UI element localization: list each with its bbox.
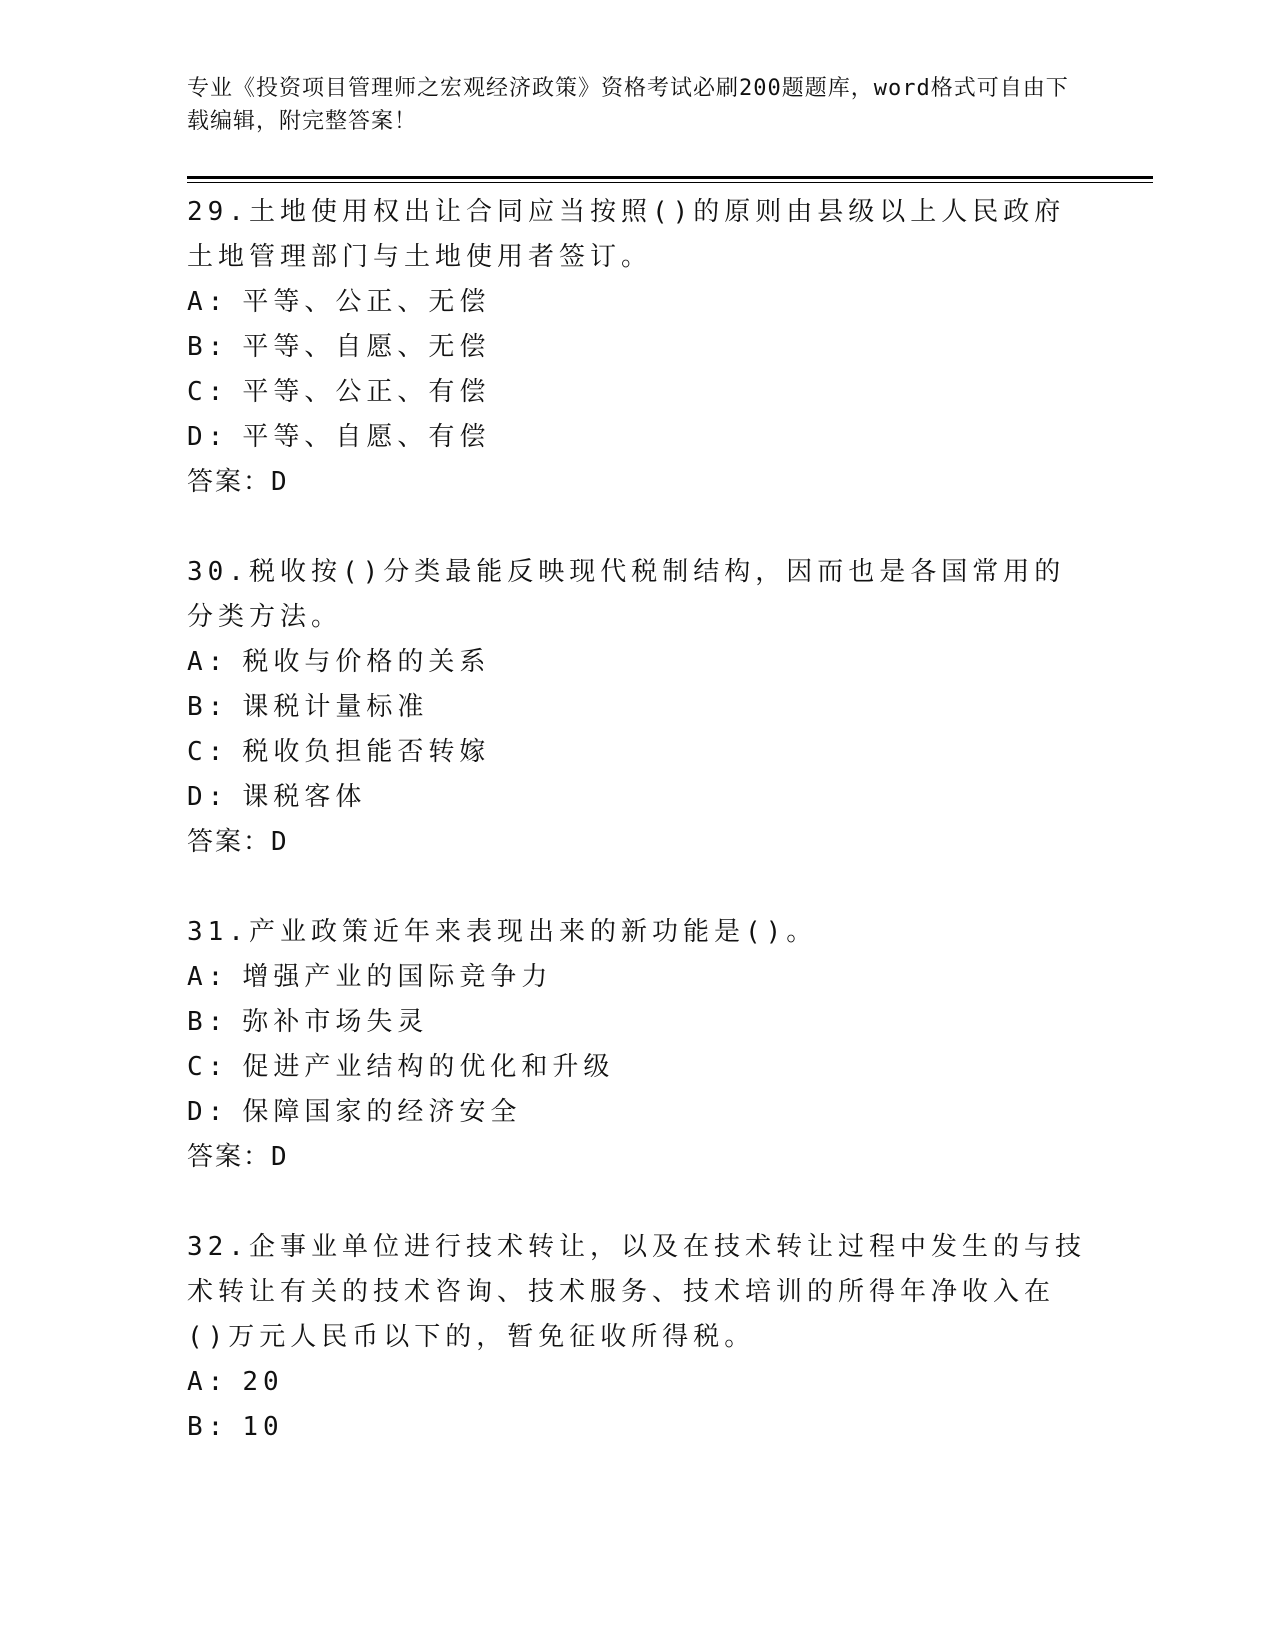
- header-divider-thick: [187, 176, 1153, 179]
- option-row: [187, 1405, 1087, 1450]
- option-text: 税收负担能否转嫁: [242, 737, 491, 767]
- option-row: [187, 730, 1087, 775]
- option-row: [187, 1360, 1087, 1405]
- document-header: 专业《投资项目管理师之宏观经济政策》资格考试必刷200题题库，word格式可自由下载编辑，附完整答案！: [187, 76, 1069, 134]
- option-label: D:: [187, 1097, 229, 1127]
- answer-text: 答案：D: [187, 827, 289, 857]
- option-text: 促进产业结构的优化和升级: [242, 1052, 615, 1082]
- option-label: D:: [187, 782, 229, 812]
- question-block: [187, 190, 1087, 505]
- option-row: [187, 955, 1087, 1000]
- option-text: 平等、自愿、无偿: [242, 332, 491, 362]
- option-label: A:: [187, 647, 229, 677]
- question-text: 30.税收按()分类最能反映现代税制结构，因而也是各国常用的分类方法。: [187, 557, 1066, 632]
- option-row: [187, 1090, 1087, 1135]
- question-list: [187, 190, 1087, 1495]
- option-row: [187, 1000, 1087, 1045]
- answer-text: 答案：D: [187, 467, 289, 497]
- option-label: A:: [187, 1367, 229, 1397]
- option-label: A:: [187, 287, 229, 317]
- option-text: 课税客体: [242, 782, 367, 812]
- question-text: 31.产业政策近年来表现出来的新功能是()。: [187, 917, 818, 947]
- answer-text: 答案：D: [187, 1142, 289, 1172]
- option-text: 课税计量标准: [242, 692, 429, 722]
- option-label: B:: [187, 692, 229, 722]
- option-text: 10: [242, 1412, 284, 1442]
- option-text: 税收与价格的关系: [242, 647, 491, 677]
- option-label: B:: [187, 332, 229, 362]
- option-row: [187, 415, 1087, 460]
- option-label: B:: [187, 1007, 229, 1037]
- option-text: 平等、公正、有偿: [242, 377, 491, 407]
- option-text: 20: [242, 1367, 284, 1397]
- question-block: [187, 550, 1087, 865]
- option-label: B:: [187, 1412, 229, 1442]
- option-row: [187, 1045, 1087, 1090]
- header-divider-thin: [187, 182, 1153, 183]
- option-label: D:: [187, 422, 229, 452]
- option-row: [187, 325, 1087, 370]
- option-text: 平等、自愿、有偿: [242, 422, 491, 452]
- option-label: C:: [187, 377, 229, 407]
- option-row: [187, 280, 1087, 325]
- question-text: 32.企事业单位进行技术转让，以及在技术转让过程中发生的与技术转让有关的技术咨询、技术服务、技术培训的所得年净收入在()万元人民币以下的，暂免征收所得税。: [187, 1232, 1086, 1352]
- question-block: [187, 1225, 1087, 1450]
- question-text: 29.土地使用权出让合同应当按照()的原则由县级以上人民政府土地管理部门与土地使用者签订。: [187, 197, 1066, 272]
- question-block: [187, 910, 1087, 1180]
- option-text: 弥补市场失灵: [242, 1007, 429, 1037]
- option-text: 增强产业的国际竞争力: [242, 962, 553, 992]
- option-label: A:: [187, 962, 229, 992]
- option-row: [187, 685, 1087, 730]
- option-row: [187, 775, 1087, 820]
- option-label: C:: [187, 737, 229, 767]
- option-row: [187, 370, 1087, 415]
- option-row: [187, 640, 1087, 685]
- option-text: 平等、公正、无偿: [242, 287, 491, 317]
- option-text: 保障国家的经济安全: [242, 1097, 522, 1127]
- option-label: C:: [187, 1052, 229, 1082]
